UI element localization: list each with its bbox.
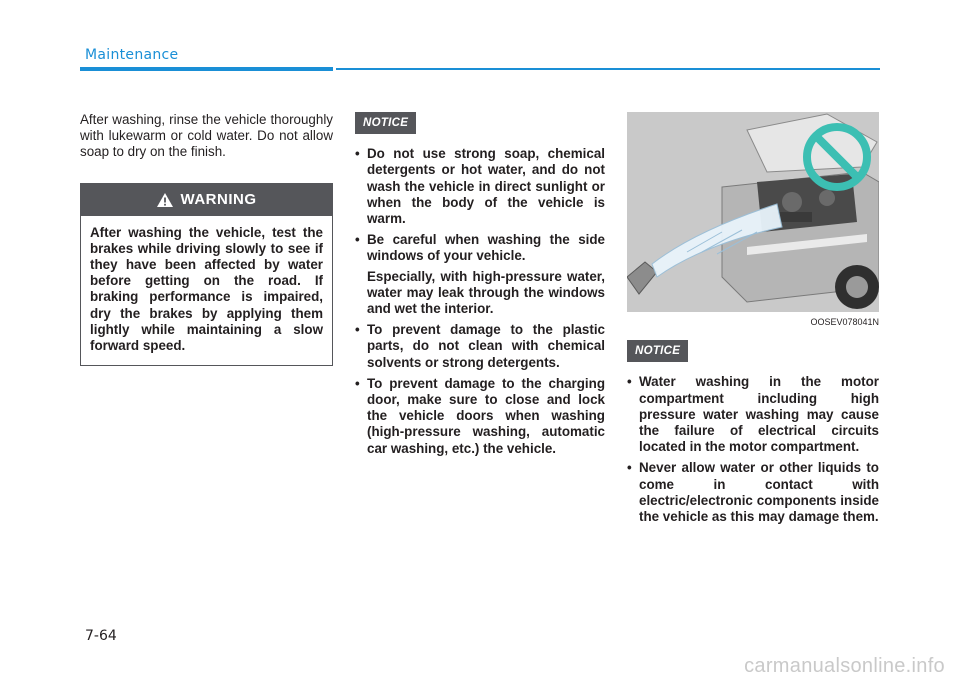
warning-box: [80, 183, 333, 367]
middle-column: [355, 112, 605, 462]
list-item-text: Never allow water or other liquids to come in contact with electric/electronic components inside the vehicle as this may damage them.: [639, 460, 879, 525]
list-item-text: To prevent damage to the plastic parts, do not clean with chemical solvents or strong detergents.: [367, 322, 605, 370]
section-title: Maintenance: [85, 47, 179, 63]
header-rule-thin: [336, 68, 880, 70]
intro-paragraph: After washing, rinse the vehicle thoroughly with lukewarm or cold water. Do not allow soap to dry on the finish.: [80, 112, 333, 160]
page-number: 7-64: [85, 628, 117, 644]
list-item-text: Be careful when washing the side windows of your vehicle.: [367, 232, 605, 264]
notice-badge: NOTICE: [627, 340, 688, 362]
right-column: [627, 112, 879, 530]
list-item: [355, 146, 605, 227]
notice-list: [355, 146, 605, 457]
list-item-text: Do not use strong soap, chemical detergents or hot water, and do not wash the vehicle in direct sunlight or when the body of the vehicle is warm.: [367, 146, 605, 227]
notice-list: [627, 374, 879, 525]
list-item: [355, 376, 605, 457]
figure-caption: OOSEV078041N: [810, 317, 879, 327]
watermark: carmanualsonline.info: [744, 655, 945, 677]
warning-triangle-icon: [157, 193, 173, 207]
notice-badge: NOTICE: [355, 112, 416, 134]
list-item-subtext: Especially, with high-pressure water, water may leak through the windows and wet the interior.: [367, 268, 605, 317]
warning-label: WARNING: [180, 190, 257, 208]
warning-text: After washing the vehicle, test the brakes while driving slowly to see if they have been affected by water before getting on the road. If braking performance is impaired, dry the brakes by applying them lightly while maintaining a slow forward speed.: [90, 224, 323, 354]
warning-header: [81, 184, 332, 216]
list-item: [355, 232, 605, 317]
motor-compartment-washing-illustration: [627, 112, 879, 312]
list-item: [627, 460, 879, 525]
left-column: [80, 112, 333, 366]
list-item-text: To prevent damage to the charging door, make sure to close and lock the vehicle doors when washing (high-pressure washing, automatic car washing, etc.) the vehicle.: [367, 375, 605, 456]
list-item: [355, 322, 605, 371]
list-item: [627, 374, 879, 455]
header-rule-thick: [80, 67, 333, 71]
car-wash-illustration: [627, 112, 879, 312]
list-item-text: Water washing in the motor compartment including high pressure water washing may cause the failure of electrical circuits located in the motor compartment.: [639, 374, 879, 455]
